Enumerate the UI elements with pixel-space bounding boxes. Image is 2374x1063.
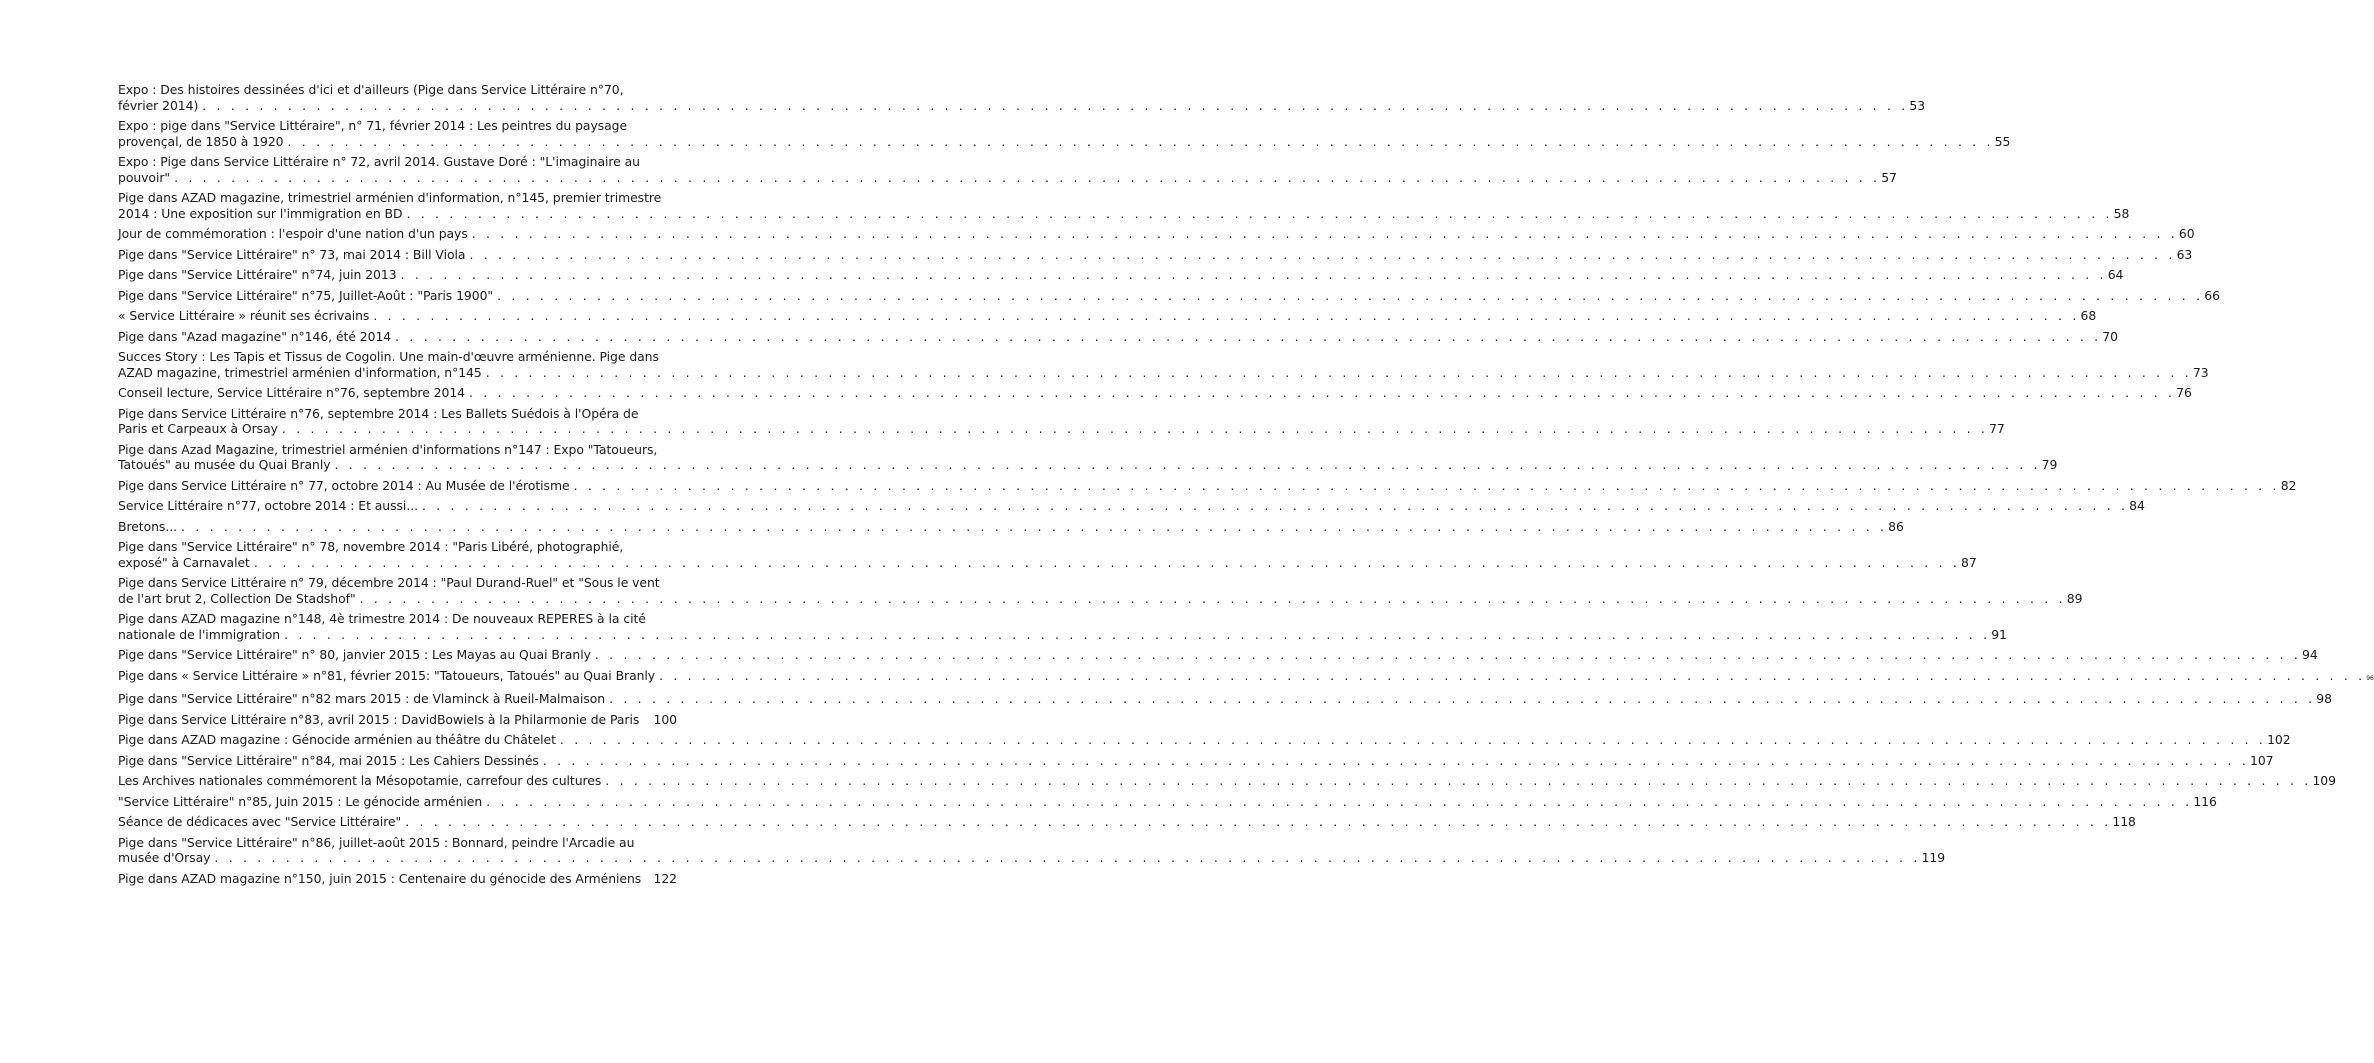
- toc-entry[interactable]: [118, 834, 1946, 866]
- dot-leader: . . . . . . . . . . . . . . . . . . . . . . . . . . . . . . . . . . . . . . . . . . . . . . . . . . . . . . . . . . . . . . . . . . . . . . . . . . . . . . . . . . . . . . . . . . . . . . . . . . . . . . . . . . . . . . . . . . . . . . . .: [202, 97, 1909, 113]
- dot-leader: . . . . . . . . . . . . . . . . . . . . . . . . . . . . . . . . . . . . . . . . . . . . . . . . . . . . . . . . . . . . . . . . . . . . . . . . . . . . . . . . . . . . . . . . . . . . . . . . . . . . . . . . . . . . . . . . . . . . . . . .: [421, 498, 2129, 513]
- toc-entry[interactable]: [118, 539, 1977, 570]
- toc-entry-title-line: « Service Littéraire » réunit ses écrivains: [118, 308, 370, 323]
- toc-page-number: 94: [2302, 647, 2318, 662]
- toc-entry[interactable]: [118, 793, 2217, 810]
- toc-page-number: 64: [2107, 267, 2124, 282]
- toc-page-number: 122: [653, 870, 677, 886]
- toc-page-number: 63: [2176, 246, 2193, 262]
- toc-entry[interactable]: [118, 498, 2145, 514]
- toc-entry-title-line: Pige dans AZAD magazine : Génocide arménien au théâtre du Châtelet: [118, 732, 556, 747]
- toc-entry-title-line: Pige dans "Service Littéraire" n° 78, novembre 2014 : "Paris Libéré, photographié,: [118, 539, 624, 554]
- toc-entry[interactable]: [118, 349, 2209, 380]
- toc-entry[interactable]: [118, 773, 2336, 789]
- toc-entry[interactable]: [118, 308, 2097, 324]
- toc-entry-title-line: 2014 : Une exposition sur l'immigration en BD: [118, 205, 403, 221]
- dot-leader: . . . . . . . . . . . . . . . . . . . . . . . . . . . . . . . . . . . . . . . . . . . . . . . . . . . . . . . . . . . . . . . . . . . . . . . . . . . . . . . . . . . . . . . . . . . . . . . . . . . . . . . . . . . . . . . . . . . . . . . .: [406, 205, 2113, 221]
- toc-page-number: 76: [2176, 385, 2192, 400]
- dot-leader: . . . . . . . . . . . . . . . . . . . . . . . . . . . . . . . . . . . . . . . . . . . . . . . . . . . . . . . . . . . . . . . . . . . . . . . . . . . . . . . . . . . . . . . . . . . . . . . . . . . . . . . . . . . . . . . . . . . . . . . .: [281, 421, 1989, 436]
- toc-entry-title-line: Expo : pige dans "Service Littéraire", n° 71, février 2014 : Les peintres du paysage: [118, 118, 628, 133]
- toc-entry-title-line: AZAD magazine, trimestriel arménien d'information, n°145: [118, 364, 482, 380]
- toc-page-number: 89: [2066, 590, 2083, 606]
- dot-leader: . . . . . . . . . . . . . . . . . . . . . . . . . . . . . . . . . . . . . . . . . . . . . . . . . . . . . . . . . . . . . . . . . . . . . . . . . . . . . . . . . . . . . . . . . . . . . . . . . . . . . . . . . . . . . . . . . . . . . . . .: [659, 667, 2366, 683]
- toc-entry-title-line: Pige dans « Service Littéraire » n°81, février 2015: "Tatoueurs, Tatoués" au Quai Branly: [118, 667, 656, 683]
- dot-leader: . . . . . . . . . . . . . . . . . . . . . . . . . . . . . . . . . . . . . . . . . . . . . . . . . . . . . . . . . . . . . . . . . . . . . . . . . . . . . . . . . . . . . . . . . . . . . . . . . . . . . . . . . . . . . . . . . . . . . . . .: [471, 226, 2178, 241]
- toc-entry[interactable]: [118, 154, 1897, 185]
- dot-leader: . . . . . . . . . . . . . . . . . . . . . . . . . . . . . . . . . . . . . . . . . . . . . . . . . . . . . . . . . . . . . . . . . . . . . . . . . . . . . . . . . . . . . . . . . . . . . . . . . . . . . . . . . . . . . . . . . . . . . . . .: [359, 590, 2066, 606]
- toc-entry-title-line: Pige dans Service Littéraire n° 77, octobre 2014 : Au Musée de l'érotisme: [118, 477, 570, 493]
- toc-page-number: 87: [1961, 554, 1977, 570]
- dot-leader: . . . . . . . . . . . . . . . . . . . . . . . . . . . . . . . . . . . . . . . . . . . . . . . . . . . . . . . . . . . . . . . . . . . . . . . . . . . . . . . . . . . . . . . . . . . . . . . . . . . . . . . . . . . . . . . . . . . . . . . .: [605, 773, 2312, 788]
- toc-entry[interactable]: [118, 667, 2374, 687]
- toc-entry-title-line: Bretons...: [118, 518, 178, 534]
- toc-entry-title-line: Pige dans Azad Magazine, trimestriel arménien d'informations n°147 : Expo "Tatoueurs,: [118, 441, 658, 457]
- dot-leader: . . . . . . . . . . . . . . . . . . . . . . . . . . . . . . . . . . . . . . . . . . . . . . . . . . . . . . . . . . . . . . . . . . . . . . . . . . . . . . . . . . . . . . . . . . . . . . . . . . . . . . . . . . . . . . . . . . . . . . . .: [373, 308, 2080, 323]
- toc-entry-title-line: Pige dans AZAD magazine n°150, juin 2015 : Centenaire du génocide des Arméniens: [118, 870, 642, 886]
- toc-entry-title-line: Pige dans "Azad magazine" n°146, été 2014: [118, 328, 392, 344]
- toc-page-number: 119: [1921, 850, 1946, 865]
- table-of-contents: [118, 82, 2374, 891]
- toc-entry[interactable]: [118, 226, 2195, 242]
- toc-entry-title-line: musée d'Orsay: [118, 850, 211, 865]
- toc-page-number: 102: [2267, 732, 2291, 747]
- toc-entry-title-line: exposé" à Carnavalet: [118, 554, 250, 570]
- toc-entry-title-line: Expo : Pige dans Service Littéraire n° 72, avril 2014. Gustave Doré : "L'imaginaire au: [118, 154, 640, 169]
- dot-leader: . . . . . . . . . . . . . . . . . . . . . . . . . . . . . . . . . . . . . . . . . . . . . . . . . . . . . . . . . . . . . . . . . . . . . . . . . . . . . . . . . . . . . . . . . . . . . . . . . . . . . . . . . . . . . . . . . . . . . . . .: [559, 732, 2267, 747]
- toc-entry-title-line: Tatoués" au musée du Quai Branly: [118, 457, 331, 472]
- dot-leader: . . . . . . . . . . . . . . . . . . . . . . . . . . . . . . . . . . . . . . . . . . . . . . . . . . . . . . . . . . . . . . . . . . . . . . . . . . . . . . . . . . . . . . . . . . . . . . . . . . . . . . . . . . . . . . . . . . . . . . . .: [469, 246, 2176, 262]
- toc-page-number: 77: [1989, 421, 2005, 436]
- toc-entry[interactable]: [118, 190, 2130, 221]
- dot-leader: . . . . . . . . . . . . . . . . . . . . . . . . . . . . . . . . . . . . . . . . . . . . . . . . . . . . . . . . . . . . . . . . . . . . . . . . . . . . . . . . . . . . . . . . . . . . . . . . . . . . . . . . . . . . . . . . . . . . . . . .: [469, 385, 2176, 400]
- toc-page-number: 96: [2366, 674, 2374, 682]
- toc-entry-title-line: Pige dans Service Littéraire n° 79, décembre 2014 : "Paul Durand-Ruel" et "Sous le vent: [118, 575, 660, 590]
- toc-entry[interactable]: [118, 752, 2274, 769]
- toc-entry-title-line: Expo : Des histoires dessinées d'ici et d'ailleurs (Pige dans Service Littéraire n°70,: [118, 82, 624, 97]
- dot-leader: . . . . . . . . . . . . . . . . . . . . . . . . . . . . . . . . . . . . . . . . . . . . . . . . . . . . . . . . . . . . . . . . . . . . . . . . . . . . . . . . . . . . . . . . . . . . . . . . . . . . . . . . . . . . . . . . . . . . . . . .: [542, 752, 2249, 768]
- toc-page-number: 107: [2249, 752, 2274, 768]
- toc-page-number: 100: [653, 711, 677, 727]
- toc-entry-title-line: Pige dans AZAD magazine, trimestriel arménien d'information, n°145, premier trimestre: [118, 190, 662, 205]
- toc-entry-title-line: Paris et Carpeaux à Orsay: [118, 421, 278, 436]
- dot-leader: . . . . . . . . . . . . . . . . . . . . . . . . . . . . . . . . . . . . . . . . . . . . . . . . . . . . . . . . . . . . . . . . . . . . . . . . . . . . . . . . . . . . . . . . . . . . . . . . . . . . . . . . . . . . . . . . . . . . . . . .: [214, 850, 1921, 865]
- dot-leader: . . . . . . . . . . . . . . . . . . . . . . . . . . . . . . . . . . . . . . . . . . . . . . . . . . . . . . . . . . . . . . . . . . . . . . . . . . . . . . . . . . . . . . . . . . . . . . . . . . . . . . . . . . . . . . . . . . . . . . . .: [253, 554, 1960, 570]
- toc-entry[interactable]: [118, 405, 2005, 437]
- dot-leader: . . . . . . . . . . . . . . . . . . . . . . . . . . . . . . . . . . . . . . . . . . . . . . . . . . . . . . . . . . . . . . . . . . . . . . . . . . . . . . . . . . . . . . . . . . . . . . . . . . . . . . . . . . . . . . . . . . . . . . . .: [284, 626, 1991, 642]
- toc-entry-title-line: Les Archives nationales commémorent la Mésopotamie, carrefour des cultures: [118, 773, 602, 788]
- dot-leader: . . . . . . . . . . . . . . . . . . . . . . . . . . . . . . . . . . . . . . . . . . . . . . . . . . . . . . . . . . . . . . . . . . . . . . . . . . . . . . . . . . . . . . . . . . . . . . . . . . . . . . . . . . . . . . . . . . . . . . . .: [334, 457, 2041, 472]
- toc-entry-title-line: Pige dans "Service Littéraire" n° 80, janvier 2015 : Les Mayas au Quai Branly: [118, 647, 591, 662]
- toc-entry-title-line: provençal, de 1850 à 1920: [118, 133, 284, 149]
- toc-entry-title-line: de l'art brut 2, Collection De Stadshof": [118, 590, 356, 606]
- toc-entry-title-line: "Service Littéraire" n°85, Juin 2015 : Le génocide arménien: [118, 793, 483, 809]
- toc-entry-title-line: Service Littéraire n°77, octobre 2014 : Et aussi...: [118, 498, 418, 513]
- dot-leader: . . . . . . . . . . . . . . . . . . . . . . . . . . . . . . . . . . . . . . . . . . . . . . . . . . . . . . . . . . . . . . . . . . . . . . . . . . . . . . . . . . . . . . . . . . . . . . . . . . . . . . . . . . . . . . . . . . . . . . . .: [174, 169, 1881, 185]
- toc-entry[interactable]: [118, 871, 677, 887]
- toc-page-number: 84: [2129, 498, 2145, 513]
- toc-entry-title-line: Succes Story : Les Tapis et Tissus de Cogolin. Une main-d'œuvre arménienne. Pige dans: [118, 349, 659, 364]
- toc-page-number: 118: [2112, 814, 2136, 829]
- toc-entry[interactable]: [118, 82, 1926, 113]
- toc-entry-title-line: Pige dans AZAD magazine n°148, 4è trimestre 2014 : De nouveaux REPERES à la cité: [118, 611, 646, 626]
- dot-leader: . . . . . . . . . . . . . . . . . . . . . . . . . . . . . . . . . . . . . . . . . . . . . . . . . . . . . . . . . . . . . . . . . . . . . . . . . . . . . . . . . . . . . . . . . . . . . . . . . . . . . . . . . . . . . . . . . . . . . . . .: [395, 328, 2102, 344]
- toc-entry[interactable]: [118, 328, 2118, 345]
- toc-page-number: 57: [1881, 169, 1897, 185]
- toc-page-number: 68: [2080, 308, 2097, 323]
- dot-leader: . . . . . . . . . . . . . . . . . . . . . . . . . . . . . . . . . . . . . . . . . . . . . . . . . . . . . . . . . . . . . . . . . . . . . . . . . . . . . . . . . . . . . . . . . . . . . . . . . . . . . . . . . . . . . . . . . . . . . . . .: [573, 477, 2280, 493]
- toc-page-number: 53: [1909, 97, 1926, 113]
- dot-leader: . . . . . . . . . . . . . . . . . . . . . . . . . . . . . . . . . . . . . . . . . . . . . . . . . . . . . . . . . . . . . . . . . . . . . . . . . . . . . . . . . . . . . . . . . . . . . . . . . . . . . . . . . . . . . . . . . . . . . . . .: [486, 793, 2193, 809]
- dot-leader: . . . . . . . . . . . . . . . . . . . . . . . . . . . . . . . . . . . . . . . . . . . . . . . . . . . . . . . . . . . . . . . . . . . . . . . . . . . . . . . . . . . . . . . . . . . . . . . . . . . . . . . . . . . . . . . . . . . . . . . .: [181, 518, 1888, 534]
- toc-entry-title-line: Pige dans "Service Littéraire" n°74, juin 2013: [118, 267, 397, 282]
- toc-page-number: 60: [2178, 226, 2195, 241]
- toc-entry[interactable]: [118, 732, 2291, 748]
- toc-entry-title-line: nationale de l'immigration: [118, 626, 281, 642]
- dot-leader: . . . . . . . . . . . . . . . . . . . . . . . . . . . . . . . . . . . . . . . . . . . . . . . . . . . . . . . . . . . . . . . . . . . . . . . . . . . . . . . . . . . . . . . . . . . . . . . . . . . . . . . . . . . . . . . . . . . . . . . .: [497, 287, 2204, 303]
- toc-entry-title-line: Pige dans Service Littéraire n°83, avril 2015 : DavidBowieIs à la Philarmonie de Paris: [118, 711, 640, 727]
- toc-entry-title-line: Conseil lecture, Service Littéraire n°76, septembre 2014: [118, 385, 465, 400]
- toc-entry[interactable]: [118, 518, 1904, 535]
- toc-entry-title-line: Pige dans Service Littéraire n°76, septembre 2014 : Les Ballets Suédois à l'Opéra de: [118, 405, 639, 421]
- toc-page-number: 98: [2316, 691, 2332, 706]
- toc-entry-title-line: Pige dans "Service Littéraire" n° 73, mai 2014 : Bill Viola: [118, 246, 466, 262]
- toc-entry[interactable]: [118, 267, 2124, 283]
- toc-page-number: 82: [2280, 477, 2297, 493]
- toc-entry[interactable]: [118, 691, 2332, 707]
- toc-entry-title-line: pouvoir": [118, 169, 171, 185]
- dot-leader: . . . . . . . . . . . . . . . . . . . . . . . . . . . . . . . . . . . . . . . . . . . . . . . . . . . . . . . . . . . . . . . . . . . . . . . . . . . . . . . . . . . . . . . . . . . . . . . . . . . . . . . . . . . . . . . . . . . . . . . .: [609, 691, 2316, 706]
- toc-page-number: 70: [2102, 328, 2118, 344]
- toc-page-number: 66: [2204, 287, 2220, 303]
- toc-entry[interactable]: [118, 246, 2193, 263]
- toc-entry-title-line: Séance de dédicaces avec "Service Littéraire": [118, 814, 402, 829]
- toc-page-number: 91: [1991, 626, 2007, 642]
- toc-entry-title-line: Jour de commémoration : l'espoir d'une nation d'un pays: [118, 226, 468, 241]
- toc-entry[interactable]: [118, 118, 2011, 149]
- toc-page-number: 73: [2192, 364, 2209, 380]
- toc-entry[interactable]: [118, 814, 2136, 830]
- toc-entry-title-line: Pige dans "Service Littéraire" n°86, juillet-août 2015 : Bonnard, peindre l'Arcadie au: [118, 834, 635, 850]
- toc-entry[interactable]: [118, 287, 2220, 304]
- toc-page-number: 58: [2113, 205, 2130, 221]
- toc-page-number: 55: [1994, 133, 2011, 149]
- toc-entry[interactable]: [118, 575, 2083, 606]
- toc-entry-title-line: février 2014): [118, 97, 199, 113]
- toc-page-number: 109: [2312, 773, 2336, 788]
- toc-entry-title-line: Pige dans "Service Littéraire" n°82 mars 2015 : de Vlaminck à Rueil-Malmaison: [118, 691, 606, 706]
- toc-entry[interactable]: [118, 647, 2318, 663]
- dot-leader: . . . . . . . . . . . . . . . . . . . . . . . . . . . . . . . . . . . . . . . . . . . . . . . . . . . . . . . . . . . . . . . . . . . . . . . . . . . . . . . . . . . . . . . . . . . . . . . . . . . . . . . . . . . . . . . . . . . . . . . .: [400, 267, 2107, 282]
- toc-page-number: 116: [2193, 793, 2217, 809]
- toc-entry[interactable]: [118, 477, 2297, 494]
- toc-page-number: 79: [2041, 457, 2058, 472]
- dot-leader: . . . . . . . . . . . . . . . . . . . . . . . . . . . . . . . . . . . . . . . . . . . . . . . . . . . . . . . . . . . . . . . . . . . . . . . . . . . . . . . . . . . . . . . . . . . . . . . . . . . . . . . . . . . . . . . . . . . . . . . .: [287, 133, 1994, 149]
- toc-entry-title-line: Pige dans "Service Littéraire" n°84, mai 2015 : Les Cahiers Dessinés: [118, 752, 539, 768]
- toc-entry[interactable]: [118, 611, 2007, 642]
- dot-leader: . . . . . . . . . . . . . . . . . . . . . . . . . . . . . . . . . . . . . . . . . . . . . . . . . . . . . . . . . . . . . . . . . . . . . . . . . . . . . . . . . . . . . . . . . . . . . . . . . . . . . . . . . . . . . . . . . . . . . . . .: [405, 814, 2112, 829]
- toc-entry[interactable]: [118, 385, 2192, 401]
- toc-entry[interactable]: [118, 712, 677, 728]
- dot-leader: . . . . . . . . . . . . . . . . . . . . . . . . . . . . . . . . . . . . . . . . . . . . . . . . . . . . . . . . . . . . . . . . . . . . . . . . . . . . . . . . . . . . . . . . . . . . . . . . . . . . . . . . . . . . . . . . . . . . . . . .: [485, 364, 2192, 380]
- toc-page-number: 86: [1888, 518, 1904, 534]
- toc-entry[interactable]: [118, 441, 2058, 473]
- dot-leader: . . . . . . . . . . . . . . . . . . . . . . . . . . . . . . . . . . . . . . . . . . . . . . . . . . . . . . . . . . . . . . . . . . . . . . . . . . . . . . . . . . . . . . . . . . . . . . . . . . . . . . . . . . . . . . . . . . . . . . . .: [594, 647, 2302, 662]
- toc-entry-title-line: Pige dans "Service Littéraire" n°75, Juillet-Août : "Paris 1900": [118, 287, 494, 303]
